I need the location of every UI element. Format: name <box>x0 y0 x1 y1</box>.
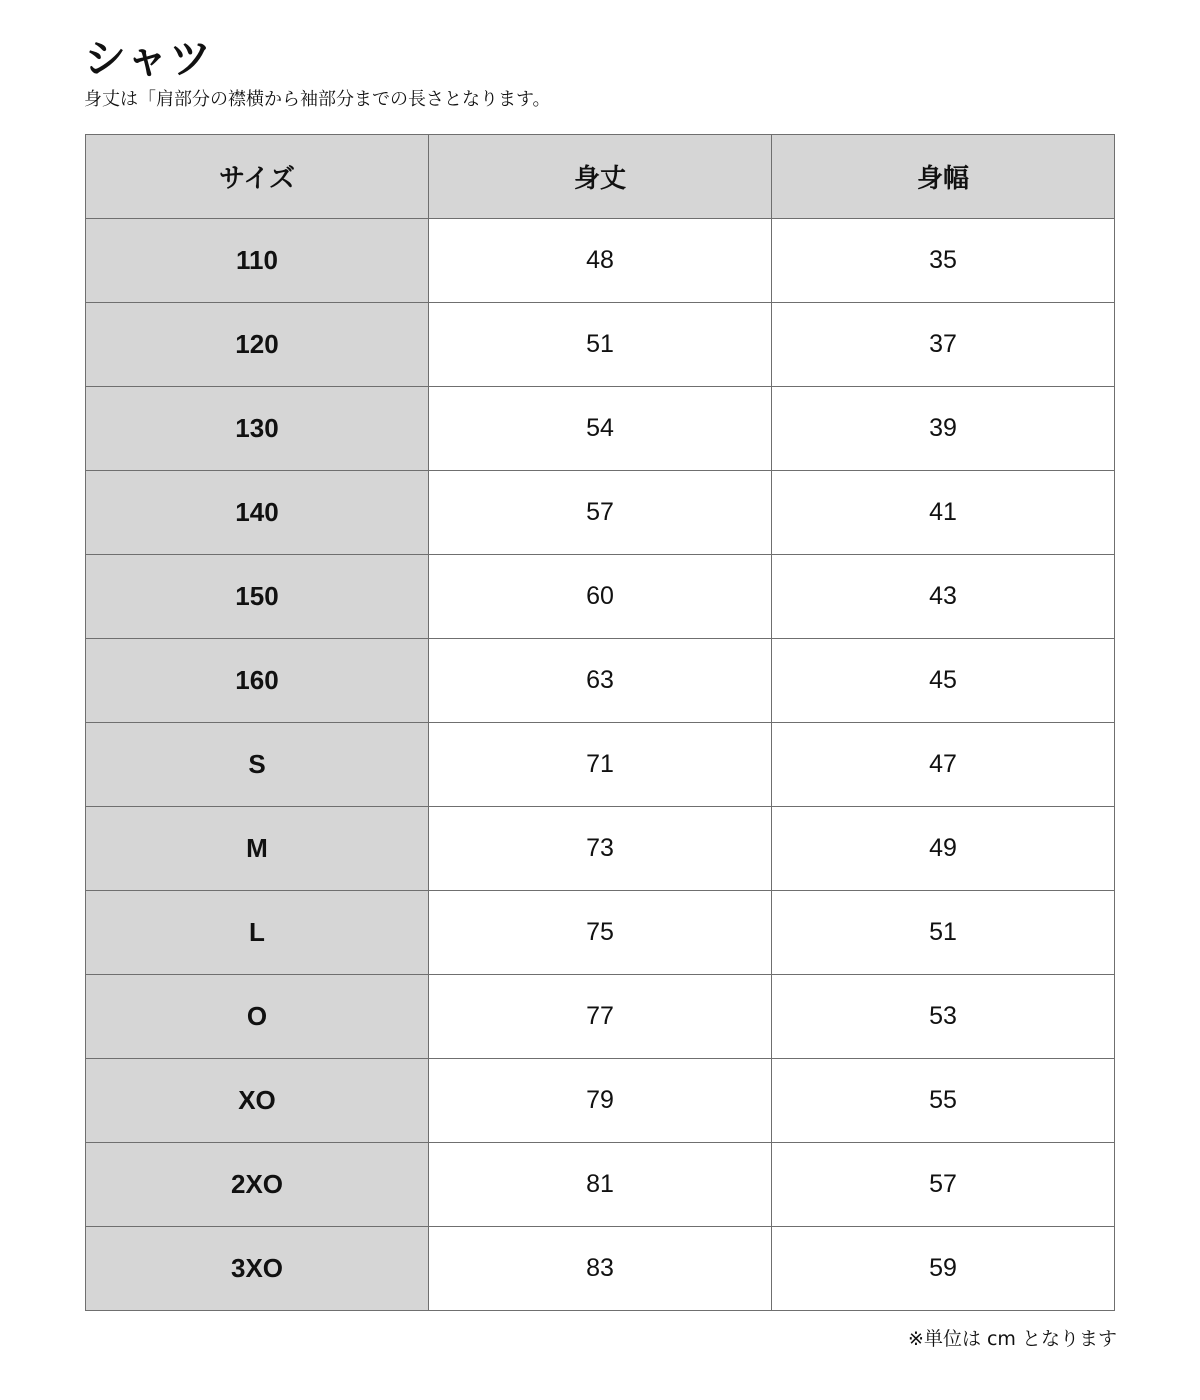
size-cell: 160 <box>86 639 429 723</box>
table-row <box>86 1059 1115 1143</box>
table-row <box>86 471 1115 555</box>
width-cell: 59 <box>772 1227 1115 1311</box>
size-cell: O <box>86 975 429 1059</box>
width-cell: 49 <box>772 807 1115 891</box>
table-row <box>86 723 1115 807</box>
length-cell: 75 <box>429 891 772 975</box>
width-cell: 47 <box>772 723 1115 807</box>
size-cell: 3XO <box>86 1227 429 1311</box>
length-cell: 60 <box>429 555 772 639</box>
page-title: シャツ <box>84 34 213 83</box>
table-row <box>86 975 1115 1059</box>
length-cell: 51 <box>429 303 772 387</box>
table-row <box>86 219 1115 303</box>
size-cell: S <box>86 723 429 807</box>
width-cell: 45 <box>772 639 1115 723</box>
table-row <box>86 303 1115 387</box>
table-row <box>86 807 1115 891</box>
table-header-row <box>86 135 1115 219</box>
size-cell: 150 <box>86 555 429 639</box>
table-row <box>86 891 1115 975</box>
length-cell: 79 <box>429 1059 772 1143</box>
width-cell: 55 <box>772 1059 1115 1143</box>
table-row <box>86 555 1115 639</box>
width-cell: 51 <box>772 891 1115 975</box>
table-row <box>86 1227 1115 1311</box>
length-cell: 57 <box>429 471 772 555</box>
length-cell: 77 <box>429 975 772 1059</box>
length-cell: 71 <box>429 723 772 807</box>
width-cell: 37 <box>772 303 1115 387</box>
size-cell: 110 <box>86 219 429 303</box>
length-cell: 83 <box>429 1227 772 1311</box>
size-cell: 140 <box>86 471 429 555</box>
header-length: 身丈 <box>429 135 772 219</box>
header-size: サイズ <box>86 135 429 219</box>
length-cell: 54 <box>429 387 772 471</box>
size-cell: 130 <box>86 387 429 471</box>
table-row <box>86 1143 1115 1227</box>
width-cell: 57 <box>772 1143 1115 1227</box>
width-cell: 43 <box>772 555 1115 639</box>
length-cell: 63 <box>429 639 772 723</box>
length-cell: 81 <box>429 1143 772 1227</box>
width-cell: 41 <box>772 471 1115 555</box>
size-cell: L <box>86 891 429 975</box>
length-cell: 73 <box>429 807 772 891</box>
header-width: 身幅 <box>772 135 1115 219</box>
size-cell: XO <box>86 1059 429 1143</box>
unit-note: ※単位は cm となります <box>908 1328 1117 1350</box>
size-cell: M <box>86 807 429 891</box>
width-cell: 53 <box>772 975 1115 1059</box>
size-cell: 2XO <box>86 1143 429 1227</box>
table-row <box>86 639 1115 723</box>
page-subtitle: 身丈は「肩部分の襟横から袖部分までの長さとなります。 <box>84 89 551 110</box>
width-cell: 39 <box>772 387 1115 471</box>
size-chart-table <box>85 134 1115 1311</box>
length-cell: 48 <box>429 219 772 303</box>
size-cell: 120 <box>86 303 429 387</box>
width-cell: 35 <box>772 219 1115 303</box>
table-row <box>86 387 1115 471</box>
